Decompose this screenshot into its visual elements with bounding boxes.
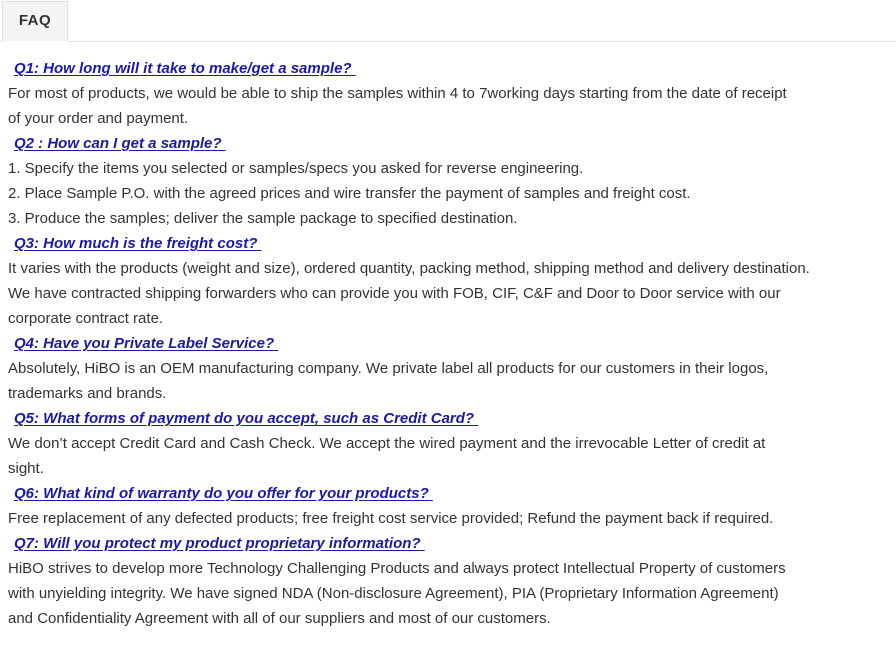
faq-item-6 <box>8 481 890 531</box>
faq-question-4: Q4: Have you Private Label Service? <box>14 335 275 352</box>
faq-answer-3 <box>8 256 890 331</box>
faq-item-2 <box>8 131 890 231</box>
faq-question-2: Q2 : How can I get a sample? <box>14 135 222 152</box>
answer-line: 3. Produce the samples; deliver the sample package to specified destination. <box>8 210 518 227</box>
faq-answer-4 <box>8 356 890 406</box>
answer-line: It varies with the products (weight and size), ordered quantity, packing method, shipping method and delivery destination. <box>8 260 810 277</box>
answer-line: 1. Specify the items you selected or samples/specs you asked for reverse engineering. <box>8 160 584 177</box>
faq-item-3 <box>8 231 890 331</box>
faq-item-7 <box>8 531 890 631</box>
answer-line: corporate contract rate. <box>8 310 164 327</box>
faq-answer-1 <box>8 81 890 131</box>
tab-bar <box>0 0 896 42</box>
answer-line: HiBO strives to develop more Technology Challenging Products and always protect Intellectual Property of customers <box>8 560 786 577</box>
answer-line: 2. Place Sample P.O. with the agreed prices and wire transfer the payment of samples and freight cost. <box>8 185 691 202</box>
faq-question-7: Q7: Will you protect my product proprietary information? <box>14 535 421 552</box>
answer-line: For most of products, we would be able to ship the samples within 4 to 7working days starting from the date of receipt <box>8 85 787 102</box>
faq-content <box>8 56 890 631</box>
answer-line: of your order and payment. <box>8 110 189 127</box>
faq-answer-5 <box>8 431 890 481</box>
faq-answer-2 <box>8 156 890 231</box>
faq-answer-7 <box>8 556 890 631</box>
faq-answer-6 <box>8 506 890 531</box>
faq-item-1 <box>8 56 890 131</box>
answer-line: Absolutely, HiBO is an OEM manufacturing company. We private label all products for our customers in their logos, <box>8 360 769 377</box>
answer-line: and Confidentiality Agreement with all of our suppliers and most of our customers. <box>8 610 551 627</box>
faq-question-1: Q1: How long will it take to make/get a sample? <box>14 60 352 77</box>
faq-question-6: Q6: What kind of warranty do you offer for your products? <box>14 485 429 502</box>
tab-faq[interactable]: FAQ <box>2 1 68 42</box>
answer-line: with unyielding integrity. We have signed NDA (Non-disclosure Agreement), PIA (Proprietary Information Agreement) <box>8 585 779 602</box>
faq-item-5 <box>8 406 890 481</box>
faq-item-4 <box>8 331 890 406</box>
answer-line: trademarks and brands. <box>8 385 167 402</box>
answer-line: sight. <box>8 460 44 477</box>
faq-question-3: Q3: How much is the freight cost? <box>14 235 258 252</box>
faq-question-5: Q5: What forms of payment do you accept, such as Credit Card? <box>14 410 475 427</box>
answer-line: Free replacement of any defected products; free freight cost service provided; Refund the payment back if required. <box>8 510 774 527</box>
answer-line: We have contracted shipping forwarders who can provide you with FOB, CIF, C&F and Door to Door service with our <box>8 285 781 302</box>
answer-line: We don’t accept Credit Card and Cash Check. We accept the wired payment and the irrevocable Letter of credit at <box>8 435 766 452</box>
